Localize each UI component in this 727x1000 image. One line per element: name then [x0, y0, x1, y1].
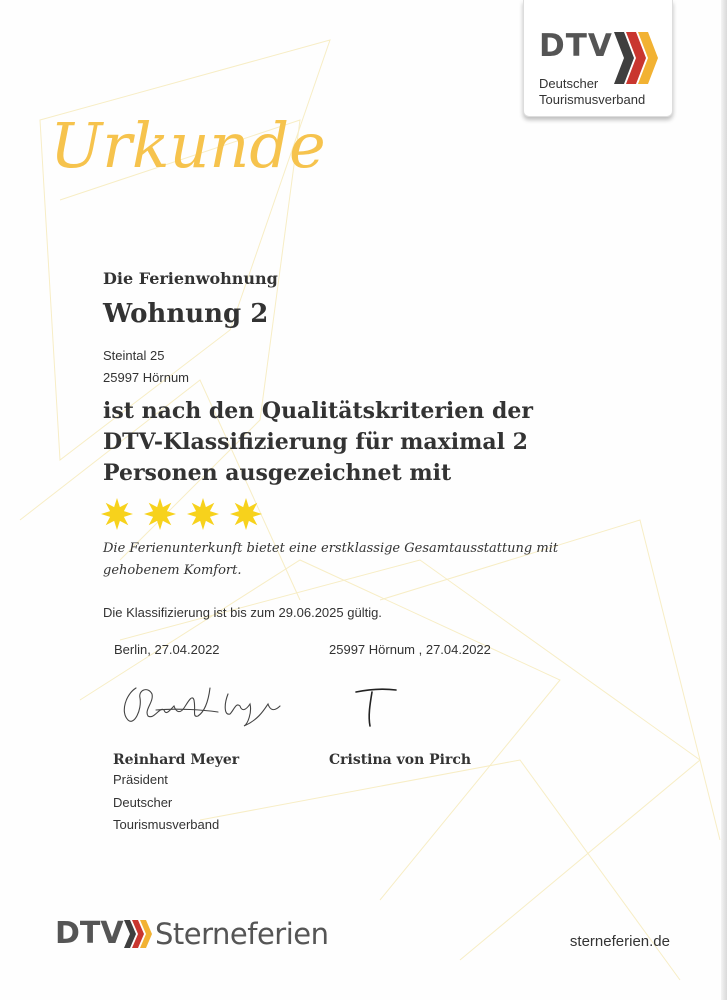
left-signatory-name: Reinhard Meyer — [113, 752, 240, 768]
property-type: Die Ferienwohnung — [103, 269, 278, 288]
rating-description — [103, 538, 583, 582]
badge-line-1: Deutscher — [539, 76, 599, 91]
right-signatory-name: Cristina von Pirch — [329, 752, 472, 768]
star-icon — [186, 497, 220, 531]
dtv-badge — [523, 0, 673, 117]
signature-reinhard-meyer — [118, 680, 288, 730]
signature-cristina-von-pirch — [352, 684, 402, 730]
left-role-line-1: Präsident — [113, 772, 168, 787]
left-role-line-3: Tourismusverband — [113, 817, 220, 832]
scan-edge — [721, 0, 727, 1000]
description-line-2: gehobenem Komfort. — [103, 563, 242, 578]
address-city: 25997 Hörnum — [103, 370, 189, 385]
validity-note: Die Klassifizierung ist bis zum 29.06.2025 gültig. — [103, 605, 382, 620]
left-role-line-2: Deutscher — [113, 795, 173, 810]
certificate-title: Urkunde — [50, 109, 326, 182]
footer-brand: Sterneferien — [155, 917, 329, 951]
left-place-date: Berlin, 27.04.2022 — [114, 642, 220, 657]
right-place-date: 25997 Hörnum , 27.04.2022 — [329, 642, 491, 657]
address-street: Steintal 25 — [103, 348, 165, 363]
badge-logo-text: DTV — [539, 28, 613, 64]
star-rating — [100, 497, 270, 531]
claim-line-3: Personen ausgezeichnet mit — [103, 460, 452, 486]
footer-logo — [55, 912, 335, 956]
claim-line-2: DTV-Klassifizierung für maximal 2 — [103, 429, 528, 455]
footer-url: sterneferien.de — [569, 933, 670, 950]
property-name: Wohnung 2 — [103, 299, 269, 329]
claim-line-1: ist nach den Qualitätskriterien der — [103, 398, 533, 424]
star-icon — [100, 497, 134, 531]
star-icon — [143, 497, 177, 531]
chevron-logo-icon — [612, 30, 662, 86]
footer-logo-text: DTV — [55, 916, 124, 951]
description-line-1: Die Ferienunterkunft bietet eine erstklassige Gesamtausstattung mit — [103, 541, 559, 556]
classification-claim — [103, 396, 623, 489]
footer-chevron-icon — [123, 918, 153, 950]
badge-line-2: Tourismusverband — [539, 92, 646, 107]
star-icon — [229, 497, 263, 531]
